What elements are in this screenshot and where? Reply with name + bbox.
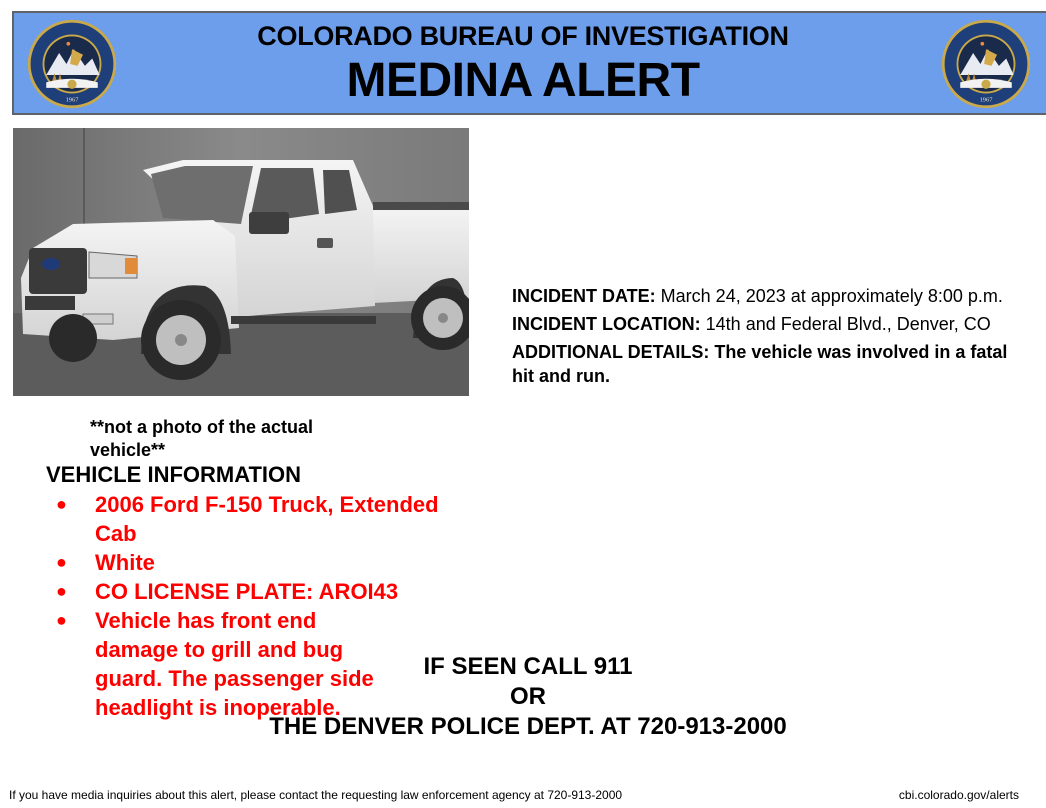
license-plate: CO LICENSE PLATE: AROI43 [95,579,399,604]
vehicle-photo [13,128,469,396]
bullet-icon: ● [56,494,67,514]
vehicle-damage: Vehicle has front end damage to grill and bug guard. The passenger side headlight is inoperable. [95,608,374,720]
photo-disclaimer: **not a photo of the actual vehicle** [90,417,313,460]
incident-date-value: March 24, 2023 at approximately 8:00 p.m. [655,286,1003,306]
bullet-icon: ● [56,581,67,601]
incident-location [512,312,1032,336]
call-to-action [238,652,818,742]
list-item [56,577,446,606]
additional-details-value: The vehicle was involved in a fatal hit and run. [512,342,1008,386]
incident-details [512,284,1032,392]
alerts-website[interactable]: cbi.colorado.gov/alerts [898,788,1019,802]
bullet-icon: ● [56,610,67,630]
alert-header [12,11,1046,115]
additional-details-label: ADDITIONAL DETAILS: [512,342,710,362]
vehicle-info-heading: VEHICLE INFORMATION [46,462,302,487]
incident-date [512,284,1032,308]
svg-text:1967: 1967 [979,96,993,104]
truck-image [13,128,469,396]
call-911-line: IF SEEN CALL 911 [423,653,633,680]
alert-title: MEDINA ALERT [346,54,700,107]
list-item [56,548,446,577]
cbi-seal-icon [940,18,1032,110]
incident-date-label: INCIDENT DATE: [512,286,656,306]
vehicle-make-model: 2006 Ford F-150 Truck, Extended Cab [95,492,439,546]
list-item [56,490,446,548]
additional-details [512,340,1012,388]
media-inquiry-note: If you have media inquiries about this alert, please contact the requesting law enforcement agency at 720-913-2000 [9,788,623,802]
vehicle-color: White [95,550,155,575]
svg-text:1967: 1967 [65,96,79,104]
incident-location-label: INCIDENT LOCATION: [512,314,701,334]
bullet-icon: ● [56,552,67,572]
call-police-line: THE DENVER POLICE DEPT. AT 720-913-2000 [269,713,787,740]
call-or-line: OR [510,683,546,710]
agency-title: COLORADO BUREAU OF INVESTIGATION [257,21,789,51]
incident-location-value: 14th and Federal Blvd., Denver, CO [700,314,991,334]
